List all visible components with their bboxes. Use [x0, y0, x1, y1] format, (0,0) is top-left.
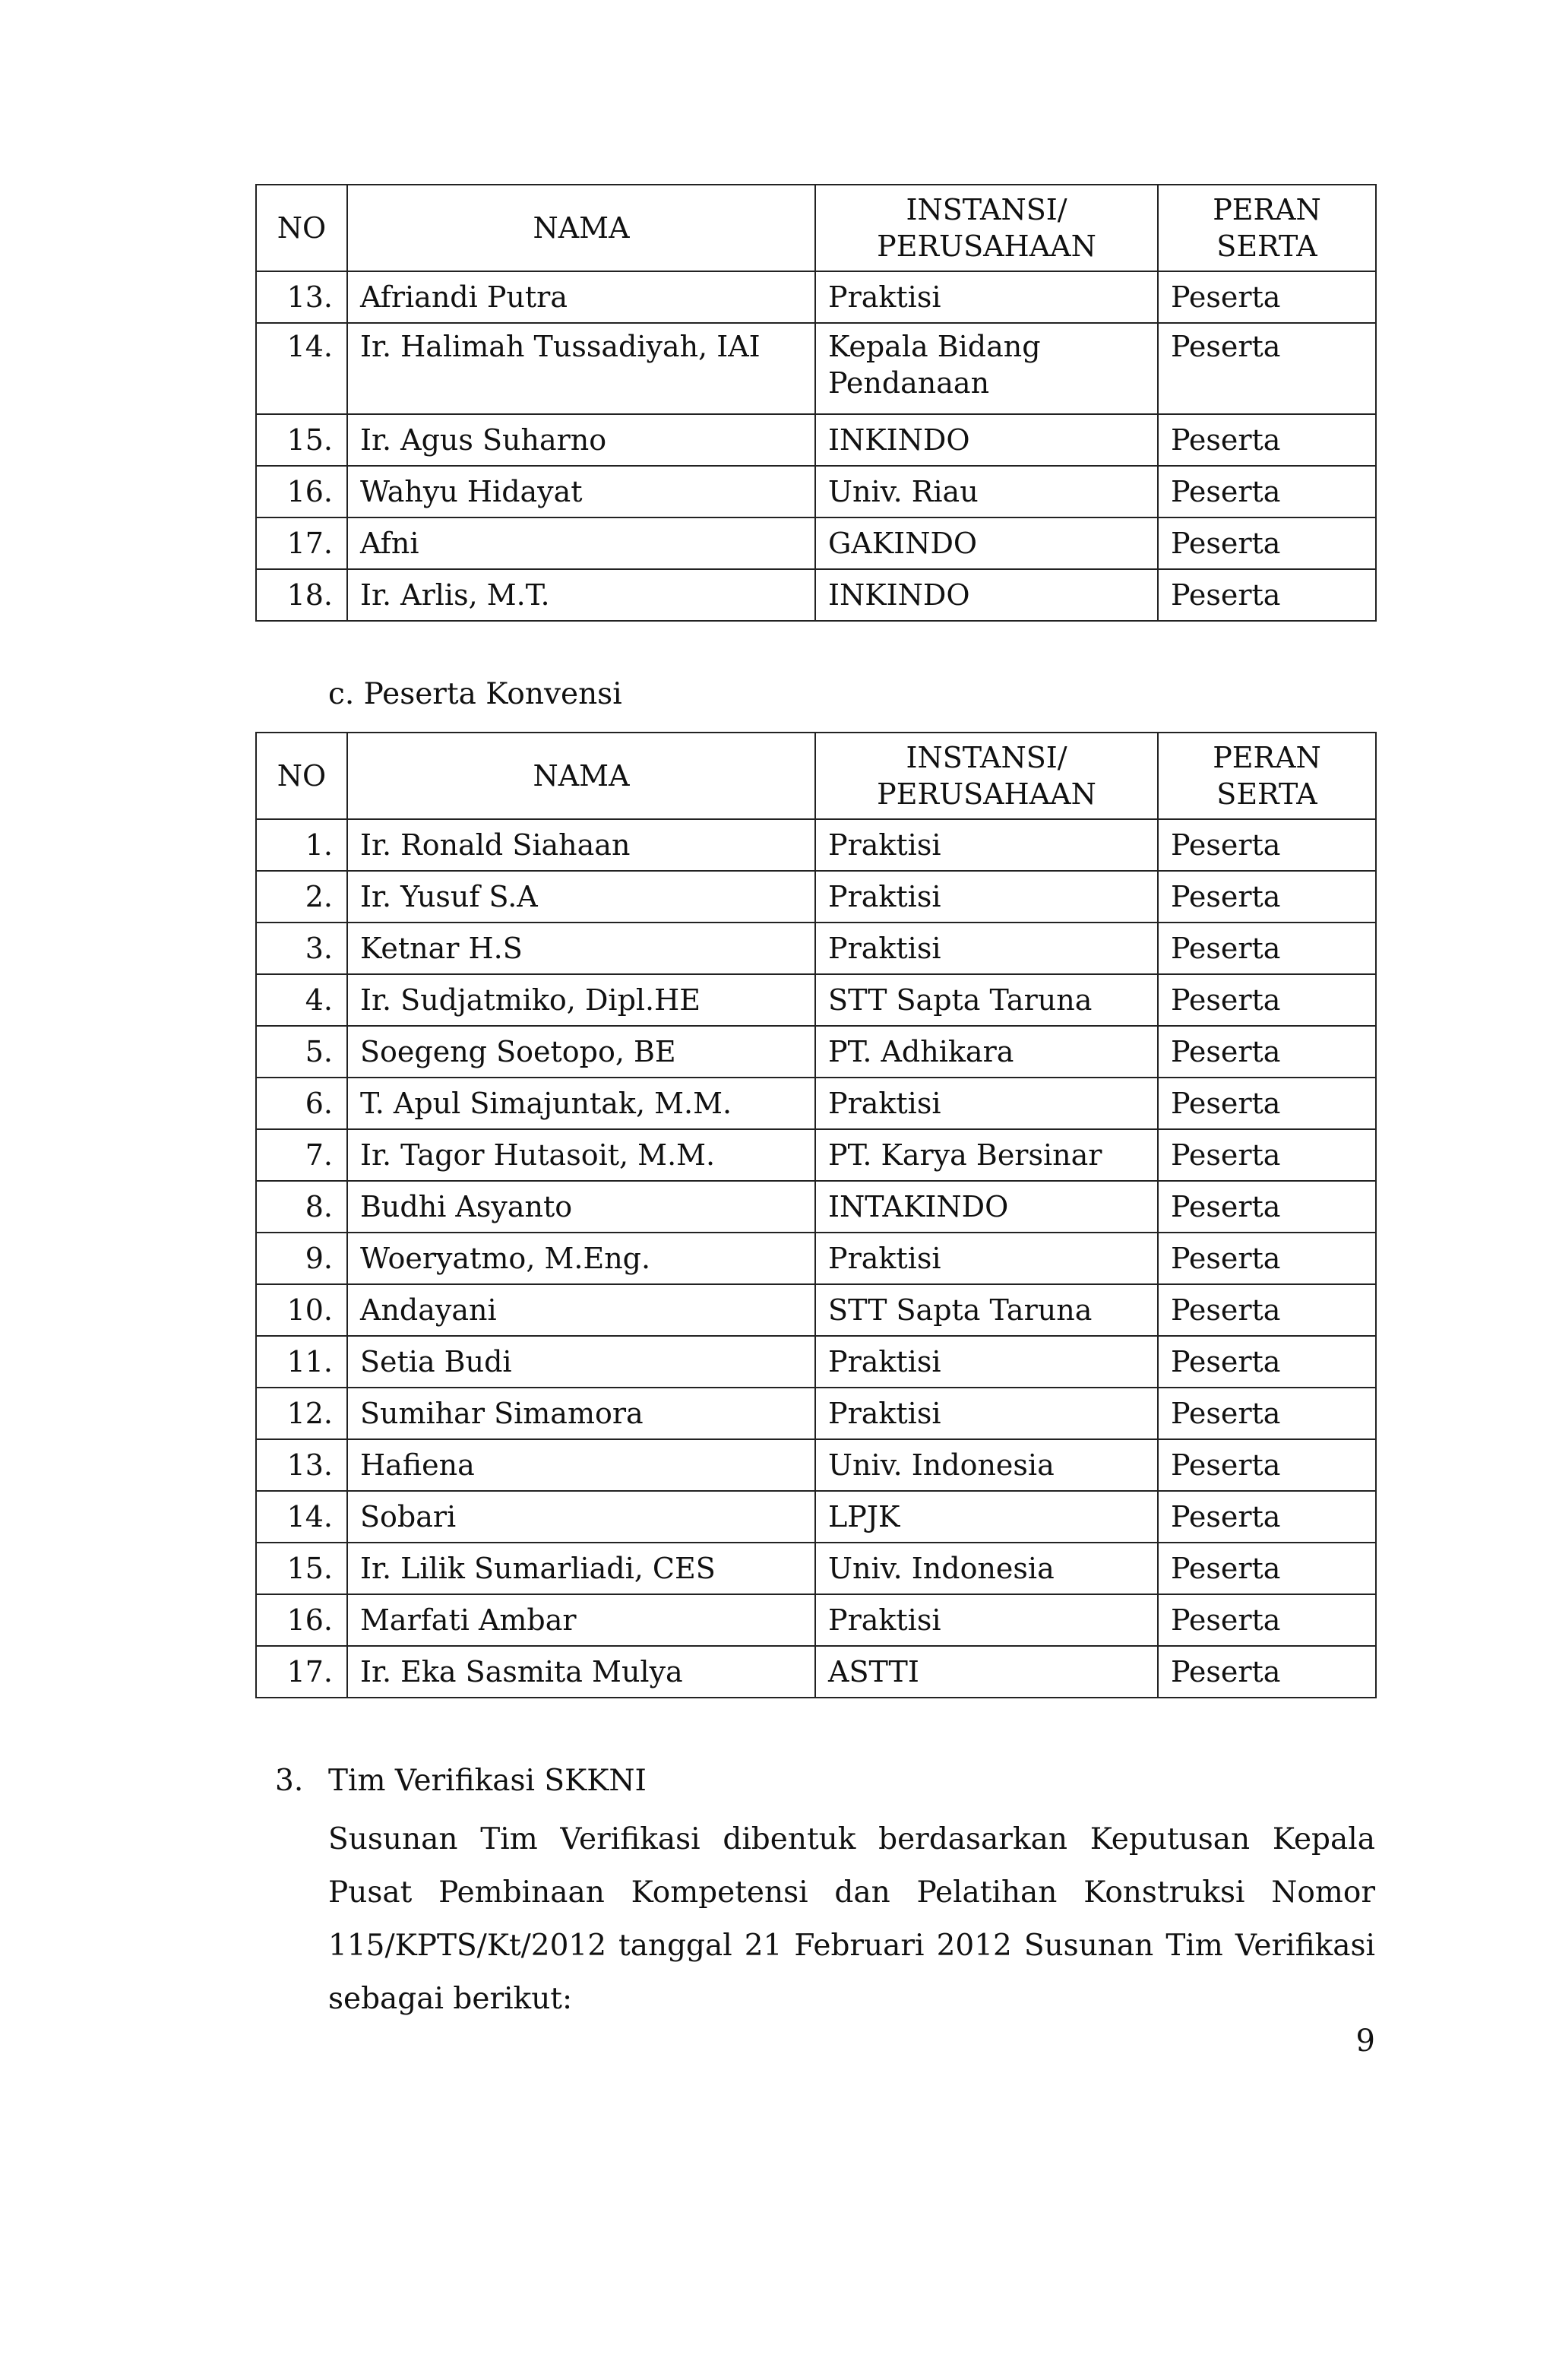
header-peran [1158, 733, 1376, 819]
header-instansi-label: INSTANSI/ PERUSAHAAN [877, 741, 1096, 811]
header-nama: NAMA [347, 185, 815, 271]
cell-instansi: Praktisi [815, 1388, 1158, 1439]
cell-nama: Woeryatmo, M.Eng. [347, 1233, 815, 1284]
cell-peran: Peserta [1158, 1439, 1376, 1491]
cell-instansi: Praktisi [815, 1594, 1158, 1646]
cell-peran: Peserta [1158, 1026, 1376, 1078]
cell-nama: Sobari [347, 1491, 815, 1543]
header-no: NO [256, 733, 347, 819]
header-peran [1158, 185, 1376, 271]
cell-peran: Peserta [1158, 974, 1376, 1026]
table-1-body [256, 271, 1376, 621]
cell-no: 17. [256, 1646, 347, 1698]
cell-peran: Peserta [1158, 1388, 1376, 1439]
cell-instansi: INTAKINDO [815, 1181, 1158, 1233]
table-row [256, 569, 1376, 621]
cell-peran: Peserta [1158, 1181, 1376, 1233]
table-header-row [256, 185, 1376, 271]
cell-nama: Budhi Asyanto [347, 1181, 815, 1233]
cell-no: 17. [256, 517, 347, 569]
cell-peran: Peserta [1158, 569, 1376, 621]
section-title: Tim Verifikasi SKKNI [328, 1764, 647, 1798]
cell-instansi: Praktisi [815, 871, 1158, 923]
cell-no: 6. [256, 1078, 347, 1129]
cell-nama: Hafiena [347, 1439, 815, 1491]
cell-peran: Peserta [1158, 923, 1376, 974]
cell-no: 7. [256, 1129, 347, 1181]
cell-peran: Peserta [1158, 1233, 1376, 1284]
cell-no: 12. [256, 1388, 347, 1439]
table-row [256, 1026, 1376, 1078]
cell-peran: Peserta [1158, 323, 1376, 414]
cell-nama: Ir. Yusuf S.A [347, 871, 815, 923]
cell-no: 3. [256, 923, 347, 974]
cell-no: 8. [256, 1181, 347, 1233]
table-row [256, 1439, 1376, 1491]
cell-instansi: PT. Karya Bersinar [815, 1129, 1158, 1181]
cell-peran: Peserta [1158, 1646, 1376, 1698]
cell-no: 4. [256, 974, 347, 1026]
cell-no: 14. [256, 1491, 347, 1543]
cell-nama: Afriandi Putra [347, 271, 815, 323]
cell-instansi: Praktisi [815, 1336, 1158, 1388]
cell-instansi: Kepala Bidang Pendanaan [815, 323, 1158, 414]
header-peran-label: PERAN SERTA [1213, 193, 1321, 263]
cell-nama: Ir. Eka Sasmita Mulya [347, 1646, 815, 1698]
cell-peran: Peserta [1158, 466, 1376, 517]
cell-instansi: Praktisi [815, 1078, 1158, 1129]
cell-instansi: Praktisi [815, 271, 1158, 323]
cell-instansi: STT Sapta Taruna [815, 1284, 1158, 1336]
cell-nama: Wahyu Hidayat [347, 466, 815, 517]
cell-nama: Sumihar Simamora [347, 1388, 815, 1439]
cell-nama: Afni [347, 517, 815, 569]
cell-peran: Peserta [1158, 1491, 1376, 1543]
cell-peran: Peserta [1158, 819, 1376, 871]
table-row [256, 923, 1376, 974]
cell-peran: Peserta [1158, 1078, 1376, 1129]
table-row [256, 414, 1376, 466]
cell-no: 15. [256, 414, 347, 466]
cell-nama: Ir. Ronald Siahaan [347, 819, 815, 871]
cell-peran: Peserta [1158, 871, 1376, 923]
participants-table-2 [255, 732, 1377, 1698]
cell-nama: Ketnar H.S [347, 923, 815, 974]
cell-instansi: Praktisi [815, 923, 1158, 974]
cell-nama: Ir. Lilik Sumarliadi, CES [347, 1543, 815, 1594]
table-row [256, 1491, 1376, 1543]
participants-table-1 [255, 184, 1377, 622]
header-peran-label: PERAN SERTA [1213, 741, 1321, 811]
cell-peran: Peserta [1158, 1129, 1376, 1181]
cell-peran: Peserta [1158, 1543, 1376, 1594]
table-row [256, 1336, 1376, 1388]
cell-instansi: Univ. Indonesia [815, 1543, 1158, 1594]
cell-no: 16. [256, 1594, 347, 1646]
table-row [256, 1594, 1376, 1646]
header-no: NO [256, 185, 347, 271]
section-number: 3. [275, 1764, 304, 1798]
table-row [256, 1078, 1376, 1129]
table-row [256, 1129, 1376, 1181]
cell-peran: Peserta [1158, 1336, 1376, 1388]
table-header-row [256, 733, 1376, 819]
cell-no: 15. [256, 1543, 347, 1594]
table-row [256, 466, 1376, 517]
cell-no: 9. [256, 1233, 347, 1284]
table-row [256, 819, 1376, 871]
cell-no: 18. [256, 569, 347, 621]
cell-instansi: Praktisi [815, 819, 1158, 871]
cell-nama: Soegeng Soetopo, BE [347, 1026, 815, 1078]
cell-nama: Ir. Halimah Tussadiyah, IAI [347, 323, 815, 414]
header-instansi [815, 733, 1158, 819]
table-row [256, 1233, 1376, 1284]
header-instansi [815, 185, 1158, 271]
cell-instansi: Univ. Indonesia [815, 1439, 1158, 1491]
table-row [256, 517, 1376, 569]
cell-no: 2. [256, 871, 347, 923]
table-2-body [256, 819, 1376, 1698]
cell-no: 5. [256, 1026, 347, 1078]
table-row [256, 1646, 1376, 1698]
header-instansi-label: INSTANSI/ PERUSAHAAN [877, 193, 1096, 263]
table-row [256, 871, 1376, 923]
cell-nama: Ir. Sudjatmiko, Dipl.HE [347, 974, 815, 1026]
table-row [256, 271, 1376, 323]
cell-instansi: INKINDO [815, 414, 1158, 466]
section-paragraph: Susunan Tim Verifikasi dibentuk berdasarkan Keputusan Kepala Pusat Pembinaan Kompetensi dan Pelatihan Konstruksi Nomor 115/KPTS/Kt/2012 tanggal 21 Februari 2012 Susunan Tim Verifikasi sebagai berikut: [328, 1822, 1375, 2016]
cell-no: 10. [256, 1284, 347, 1336]
cell-instansi: Univ. Riau [815, 466, 1158, 517]
header-nama: NAMA [347, 733, 815, 819]
cell-nama: Ir. Tagor Hutasoit, M.M. [347, 1129, 815, 1181]
cell-no: 13. [256, 271, 347, 323]
cell-instansi: Praktisi [815, 1233, 1158, 1284]
cell-nama: Marfati Ambar [347, 1594, 815, 1646]
cell-nama: Ir. Arlis, M.T. [347, 569, 815, 621]
cell-instansi: STT Sapta Taruna [815, 974, 1158, 1026]
cell-instansi: LPJK [815, 1491, 1158, 1543]
cell-no: 11. [256, 1336, 347, 1388]
table-row [256, 323, 1376, 414]
cell-nama: Setia Budi [347, 1336, 815, 1388]
cell-peran: Peserta [1158, 517, 1376, 569]
cell-nama: T. Apul Simajuntak, M.M. [347, 1078, 815, 1129]
cell-peran: Peserta [1158, 414, 1376, 466]
cell-instansi: PT. Adhikara [815, 1026, 1158, 1078]
cell-nama: Ir. Agus Suharno [347, 414, 815, 466]
cell-no: 16. [256, 466, 347, 517]
cell-peran: Peserta [1158, 1594, 1376, 1646]
cell-peran: Peserta [1158, 271, 1376, 323]
table-row [256, 974, 1376, 1026]
table-row [256, 1388, 1376, 1439]
table-row [256, 1284, 1376, 1336]
cell-no: 14. [256, 323, 347, 414]
subsection-title: c. Peserta Konvensi [328, 677, 622, 711]
page-number: 9 [1355, 2024, 1375, 2059]
cell-instansi: INKINDO [815, 569, 1158, 621]
cell-peran: Peserta [1158, 1284, 1376, 1336]
cell-no: 13. [256, 1439, 347, 1491]
cell-instansi: GAKINDO [815, 517, 1158, 569]
cell-instansi: ASTTI [815, 1646, 1158, 1698]
cell-no: 1. [256, 819, 347, 871]
table-row [256, 1181, 1376, 1233]
table-row [256, 1543, 1376, 1594]
cell-nama: Andayani [347, 1284, 815, 1336]
